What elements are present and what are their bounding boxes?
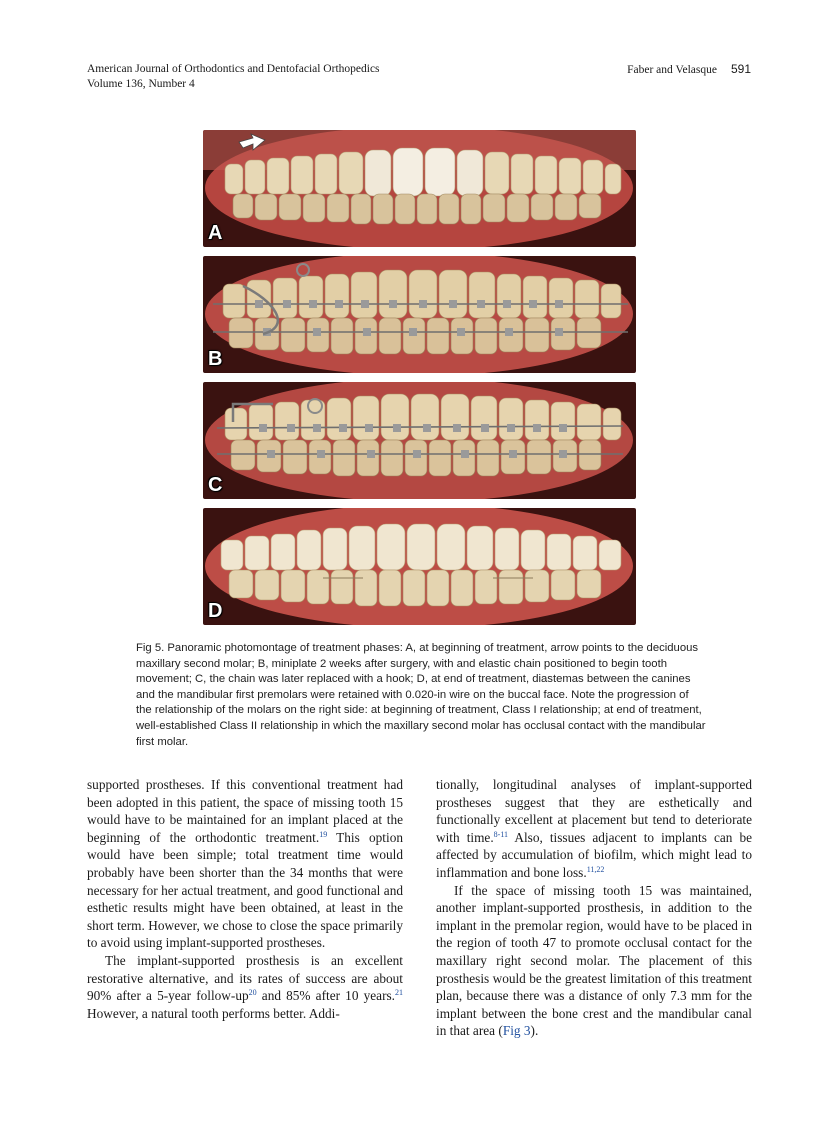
figure-panel-b — [203, 256, 636, 373]
citation-link[interactable]: 11,22 — [586, 864, 605, 874]
page-number: 591 — [730, 62, 751, 76]
panel-label-c: C — [208, 474, 223, 496]
running-header-right — [627, 62, 751, 78]
citation-link[interactable]: 21 — [395, 988, 403, 998]
figure-caption: Fig 5. Panoramic photomontage of treatment phases: A, at beginning of treatment, arrow points to the deciduous maxillary second molar; B, miniplate 2 weeks after surgery, with and elastic chain positioned to begin tooth movement; C, the chain was later replaced with a hook; D, at end of treatment, diastemas between the canines and the mandibular first premolars were retained with 0.020-in wire on the buccal face. Note the progression of the relationship of the molars on the right side: at beginning of treatment, Class I relationship; at end of treatment, well-established Class II relationship in which the maxillary second molar has occlusal contact with the mandibular first molar. — [136, 642, 706, 748]
citation-link[interactable]: 20 — [248, 988, 257, 998]
paragraph: supported prostheses. If this conventional treatment had been adopted in this patient, the space of missing tooth 15 would have to be maintained for an implant placed at the beginning of the orthodontic treatment.$^{19}$ This option would have been simple; total treatment time would probably have been shorter than the 34 months that were necessary for her actual treatment, and good functional and esthetic results might have been obtained, at least in the short term. However, we chose to close the space primarily to avoid using implant-supported prostheses. — [87, 777, 403, 951]
body-column-left — [87, 776, 403, 1022]
teeth-photo-a — [203, 130, 636, 247]
journal-title: American Journal of Orthodontics and Dentofacial Orthopedics — [87, 63, 380, 75]
paragraph: If the space of missing tooth 15 was maintained, another implant-supported prosthesis, in addition to the implant in the premolar region, would have to be placed in the region of tooth 47 to promote occlusal contact for the maxillary right second molar. The placement of this prosthesis would be the greatest limitation of this treatment plan, because there was a distance of only 7.3 mm for the implant between the bone crest and the mandibular canal in that area (Fig 3). — [436, 882, 752, 1039]
panel-label-d: D — [208, 600, 223, 622]
figure-panel-a — [203, 130, 636, 247]
journal-volume: Volume 136, Number 4 — [87, 78, 195, 90]
paragraph: tionally, longitudinal analyses of implant-supported prostheses suggest that they are esthetically and functionally excellent at placement but tend to deteriorate with time.$^{8-11}$ Also, tissues adjacent to implants can be affected by accumulation of biofilm, which might lead to inflammation and bone loss.$^{11,22}$ — [436, 777, 752, 880]
teeth-photo-d — [203, 508, 636, 625]
teeth-photo-b — [203, 256, 636, 373]
paragraph: The implant-supported prosthesis is an excellent restorative alternative, and its rates of success are about 90% after a 5-year follow-up$^{20}$ and 85% after 10 years.$^{21}$ However, a natural tooth performs better. Addi- — [87, 952, 403, 1021]
running-header-journal — [87, 62, 380, 92]
authors: Faber and Velasque — [627, 64, 717, 76]
panel-label-a: A — [208, 222, 223, 244]
teeth-photo-c — [203, 382, 636, 499]
figure-panel-c — [203, 382, 636, 499]
figure-panel-d — [203, 508, 636, 625]
citation-link[interactable]: 19 — [319, 829, 328, 839]
body-column-right — [436, 776, 752, 1040]
citation-link[interactable]: 8-11 — [493, 829, 509, 839]
panel-label-b: B — [208, 348, 223, 370]
figure-link[interactable]: Fig 3 — [502, 1023, 531, 1039]
